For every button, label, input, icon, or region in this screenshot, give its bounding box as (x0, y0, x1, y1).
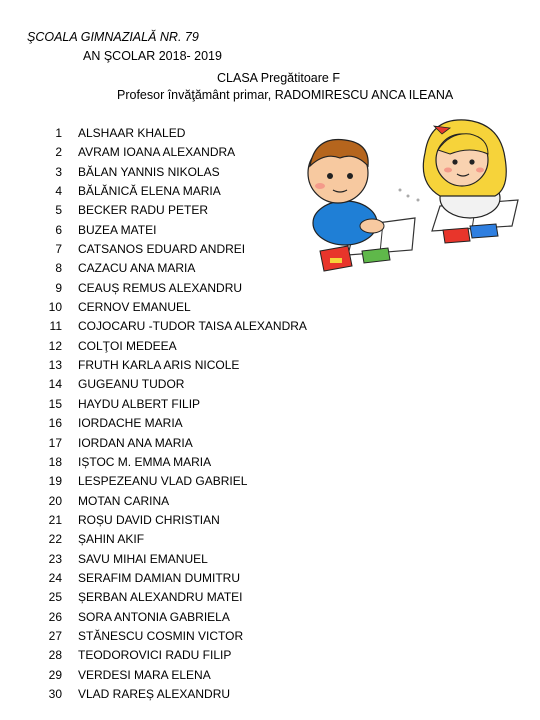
student-row (30, 687, 330, 706)
student-row (30, 184, 330, 203)
student-row (30, 648, 330, 667)
student-number: 15 (48, 396, 62, 411)
student-number: 8 (55, 261, 62, 276)
class-label: CLASA Pregătitoare F (217, 71, 340, 85)
student-row (30, 145, 330, 164)
student-name: IORDACHE MARIA (78, 416, 183, 431)
student-number: 27 (48, 628, 62, 643)
student-name: CERNOV EMANUEL (78, 300, 191, 315)
student-name: ALSHAAR KHALED (78, 126, 186, 140)
student-row (30, 571, 330, 590)
student-name: BĂLĂNICĂ ELENA MARIA (78, 184, 221, 199)
student-row (30, 358, 330, 377)
student-number: 25 (48, 590, 62, 605)
student-row (30, 242, 330, 261)
student-number: 13 (48, 358, 62, 373)
student-name: CAZACU ANA MARIA (78, 261, 196, 276)
student-name: AVRAM IOANA ALEXANDRA (78, 145, 236, 160)
student-number: 3 (55, 164, 62, 179)
student-row (30, 339, 330, 358)
student-number: 10 (48, 300, 62, 315)
student-name: BECKER RADU PETER (78, 203, 209, 218)
student-number: 1 (55, 126, 62, 140)
student-number: 5 (55, 203, 62, 218)
student-name: CEAUȘ REMUS ALEXANDRU (78, 280, 243, 295)
student-row (30, 532, 330, 551)
student-row (30, 261, 330, 280)
student-number: 18 (48, 454, 62, 469)
student-number: 2 (55, 145, 62, 160)
children-reading-illustration (300, 118, 525, 288)
student-name: ȘERBAN ALEXANDRU MATEI (78, 590, 243, 605)
student-number: 6 (55, 222, 62, 237)
student-number: 20 (48, 493, 62, 508)
student-number: 7 (55, 242, 62, 257)
student-name: SAVU MIHAI EMANUEL (78, 551, 208, 566)
student-row (30, 629, 330, 648)
student-number: 22 (48, 532, 62, 547)
student-name: COJOCARU -TUDOR TAISA ALEXANDRA (78, 319, 307, 334)
teacher-name: Profesor învăţământ primar, RADOMIRESCU ANCA ILEANA (117, 88, 454, 102)
student-row (30, 281, 330, 300)
student-row (30, 223, 330, 242)
student-number: 26 (48, 609, 62, 624)
student-number: 23 (48, 551, 62, 566)
student-row (30, 590, 330, 609)
student-number: 30 (48, 686, 62, 701)
student-list (30, 126, 330, 706)
student-name: IORDAN ANA MARIA (78, 435, 193, 450)
student-number: 9 (55, 280, 62, 295)
student-name: HAYDU ALBERT FILIP (78, 396, 201, 411)
student-number: 14 (48, 377, 62, 392)
student-row (30, 126, 330, 145)
student-name: VERDESI MARA ELENA (78, 667, 211, 682)
student-row (30, 610, 330, 629)
student-name: BUZEA MATEI (78, 222, 157, 237)
student-number: 19 (48, 474, 62, 489)
student-row (30, 474, 330, 493)
student-number: 29 (48, 667, 62, 682)
student-name: VLAD RAREȘ ALEXANDRU (78, 686, 231, 701)
student-number: 17 (48, 435, 62, 450)
student-row (30, 165, 330, 184)
student-name: ȘAHIN AKIF (78, 532, 145, 547)
student-row (30, 416, 330, 435)
student-name: TEODOROVICI RADU FILIP (78, 648, 232, 663)
student-number: 28 (48, 648, 62, 663)
student-name: LESPEZEANU VLAD GABRIEL (78, 474, 248, 489)
student-name: GUGEANU TUDOR (78, 377, 185, 392)
student-row (30, 513, 330, 532)
student-name: IȘTOC M. EMMA MARIA (78, 454, 212, 469)
student-number: 16 (48, 416, 62, 431)
student-row (30, 494, 330, 513)
student-row (30, 300, 330, 319)
student-row (30, 436, 330, 455)
school-year: AN ŞCOLAR 2018- 2019 (83, 49, 222, 63)
student-number: 24 (48, 570, 62, 585)
student-name: MOTAN CARINA (78, 493, 170, 508)
student-number: 12 (48, 338, 62, 353)
student-row (30, 377, 330, 396)
student-number: 4 (55, 184, 62, 199)
student-name: COLŢOI MEDEEA (78, 338, 177, 353)
student-row (30, 455, 330, 474)
student-name: CATSANOS EDUARD ANDREI (78, 242, 246, 257)
student-row (30, 397, 330, 416)
student-number: 11 (49, 319, 62, 334)
student-name: SERAFIM DAMIAN DUMITRU (78, 570, 240, 585)
student-name: ROȘU DAVID CHRISTIAN (78, 512, 220, 527)
student-row (30, 668, 330, 687)
student-name: STĂNESCU COSMIN VICTOR (78, 628, 244, 643)
student-number: 21 (48, 512, 62, 527)
student-row (30, 319, 330, 338)
student-name: FRUTH KARLA ARIS NICOLE (78, 358, 240, 373)
student-name: SORA ANTONIA GABRIELA (78, 609, 230, 624)
student-row (30, 203, 330, 222)
student-row (30, 552, 330, 571)
student-name: BĂLAN YANNIS NIKOLAS (78, 164, 220, 179)
school-name: ŞCOALA GIMNAZIALĂ NR. 79 (27, 30, 199, 44)
